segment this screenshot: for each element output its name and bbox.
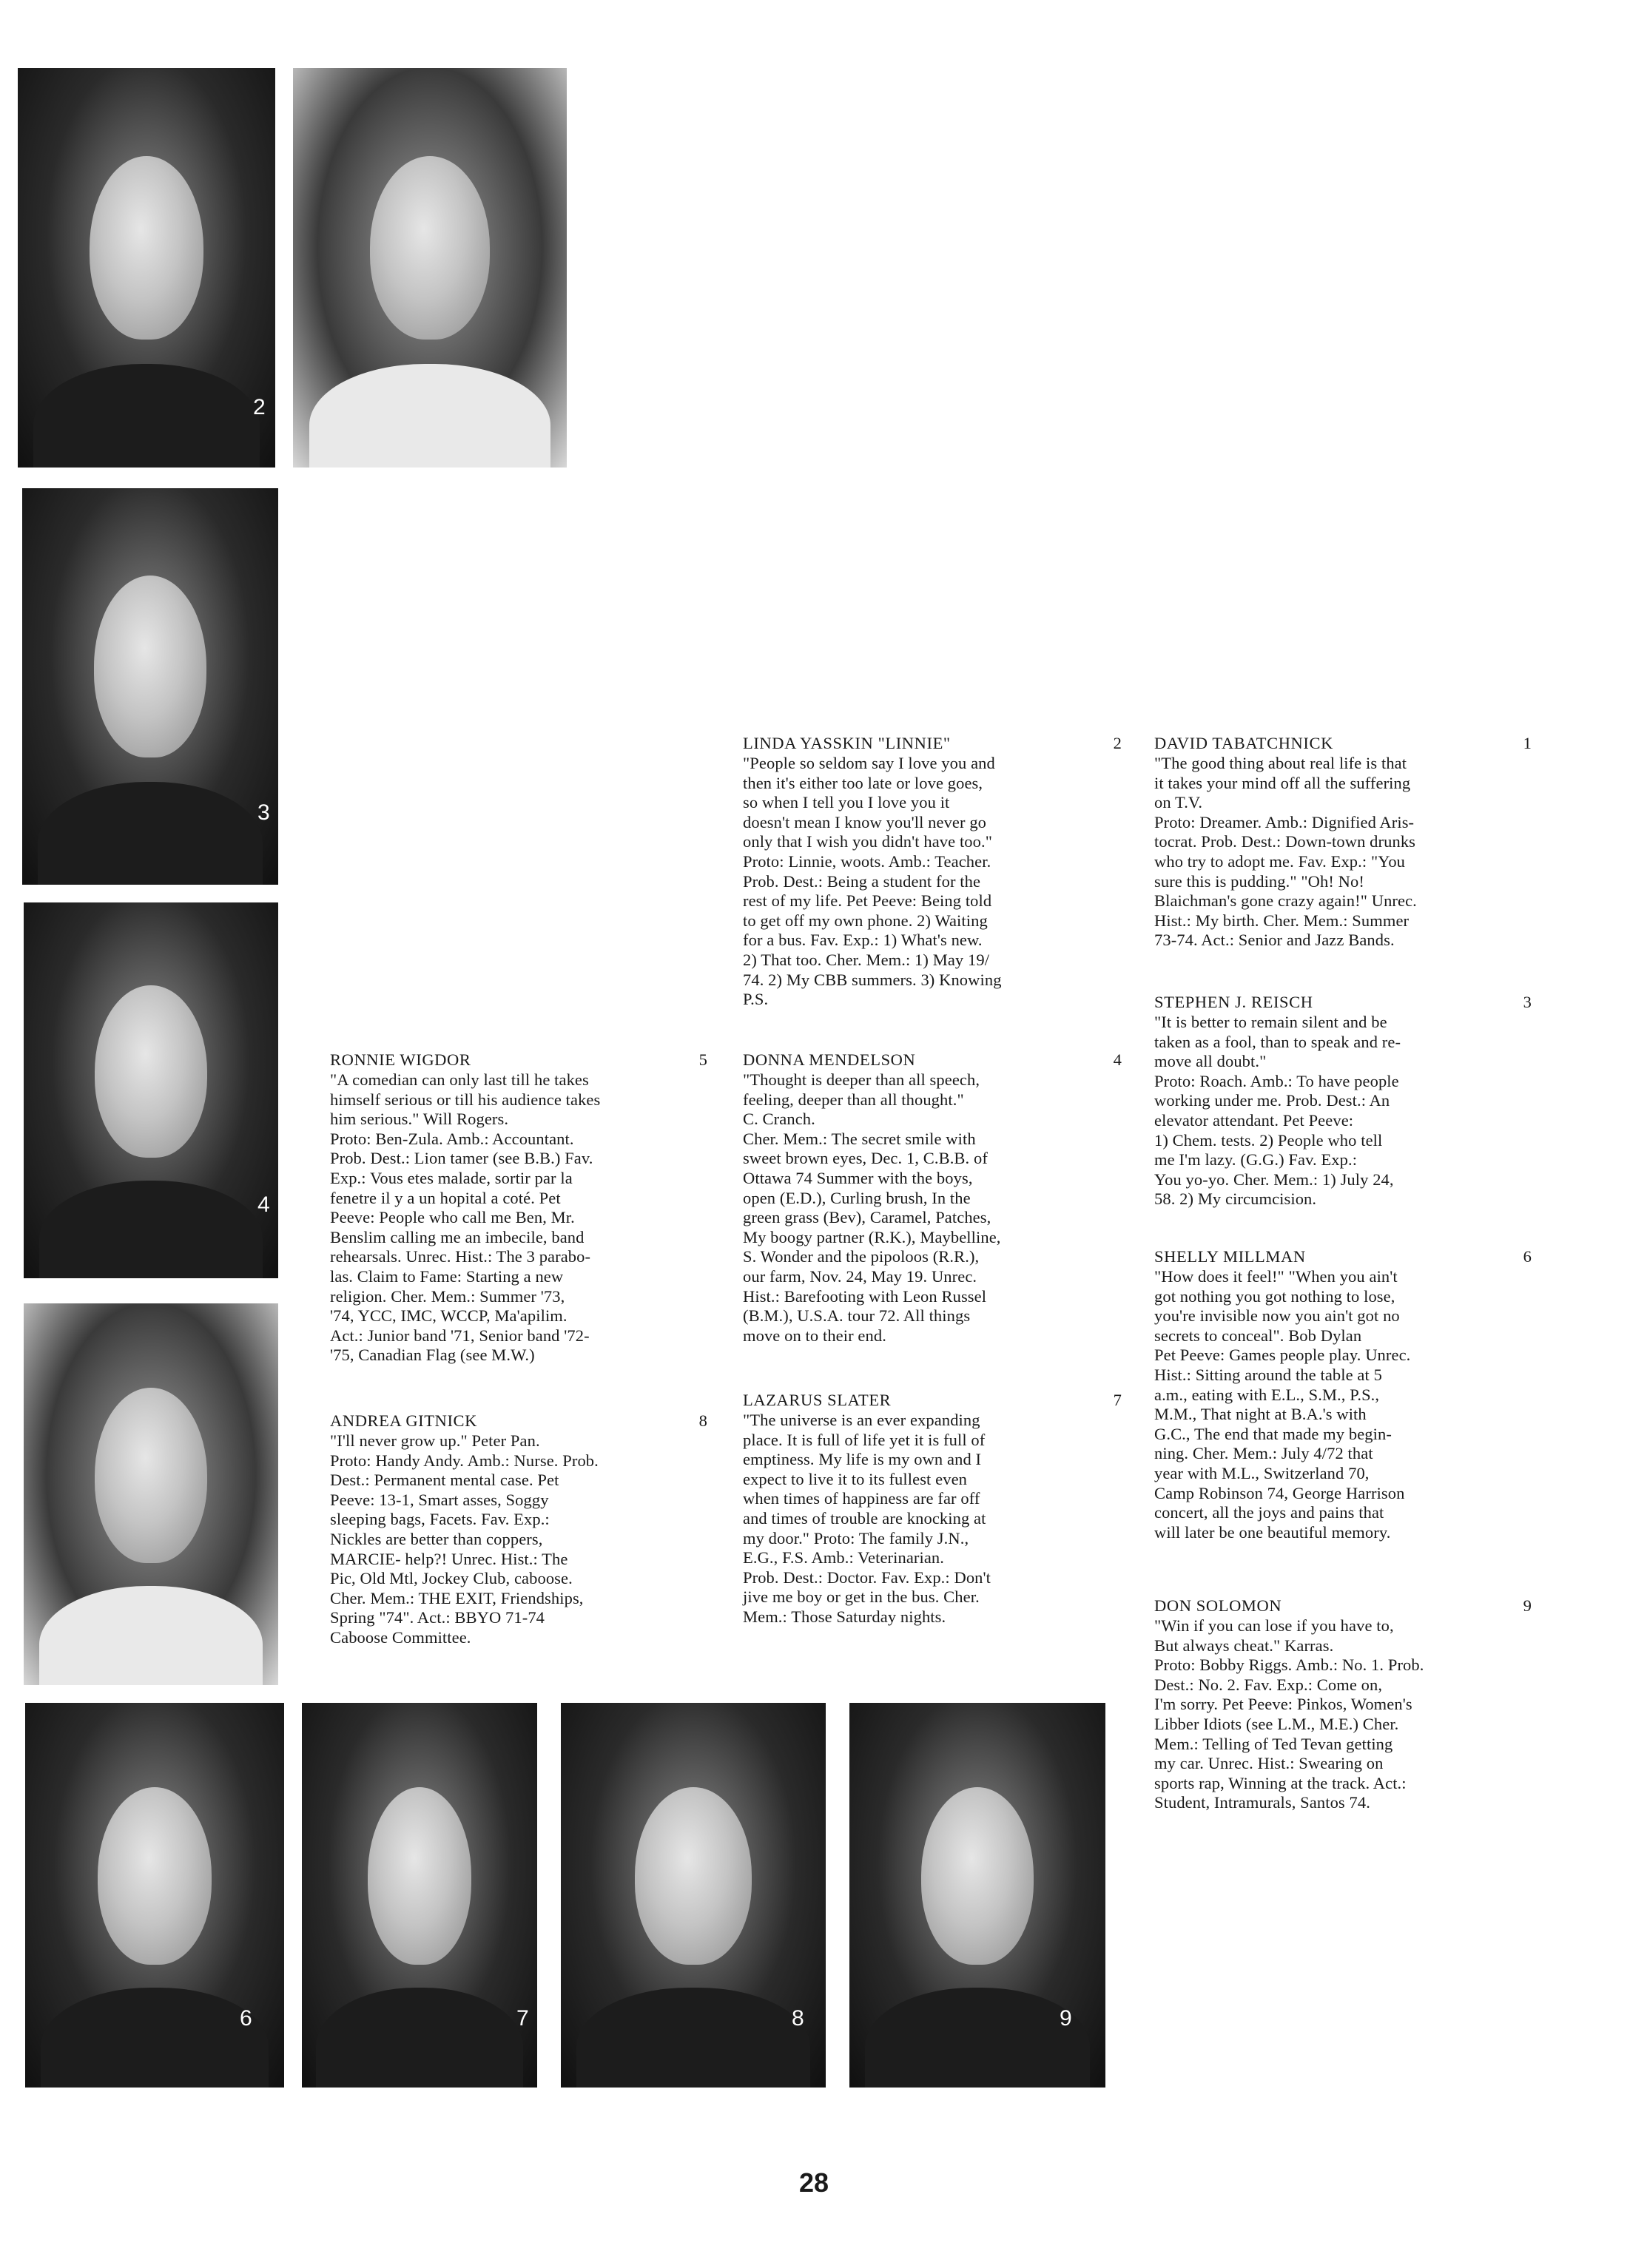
entry-body: "Thought is deeper than all speech, feeling, deeper than all thought." C. Cranch. Cher. Mem.: The secret smile with sweet brown eyes, Dec. 1, C.B.B. of Ottawa 74 Summer with the boys, open (E.D.), Curling brush, In the green grass (Bev), Caramel, Patches, My boogy partner (R.K.), Maybelline, S. Wonder and the pipoloos (R.R.), our farm, Nov. 24, May 19. Unrec. Hist.: Barefooting with Leon Russel (B.M.), U.S.A. tour 72. All things move on to their end. — [743, 1070, 1001, 1345]
portrait-photo-8a — [24, 1303, 278, 1685]
portrait-shoulders — [38, 782, 263, 885]
entry-body: "A comedian can only last till he takes himself serious or till his audience takes him serious." Will Rogers. Proto: Ben-Zula. Amb.: Accountant. Prob. Dest.: Lion tamer (see B.B.) Fav. Exp.: Vous etes malade, sortir par la fenetre il y a un hopital a coté. Pet Peeve: People who call me Ben, Mr. Benslim calling me an imbecile, band rehearsals. Unrec. Hist.: The 3 parabo- las. Claim to Fame: Starting a new religion. Cher. Mem.: Summer '73, '74, YCC, IMC, WCCP, Ma'apilim. Act.: Junior band '71, Senior band '72- '75, Canadian Flag (see M.W.) — [330, 1070, 601, 1365]
entry-name: ANDREA GITNICK — [330, 1411, 478, 1430]
entry-header — [330, 1411, 707, 1431]
entry-name: DONNA MENDELSON — [743, 1050, 916, 1069]
portrait-photo-9 — [849, 1703, 1105, 2088]
photo-number: 2 — [253, 395, 266, 419]
portrait-face — [95, 1388, 206, 1563]
portrait-photo-4 — [24, 902, 278, 1278]
photo-number: 6 — [240, 2006, 252, 2031]
entry-shelly-millman — [1154, 1247, 1532, 1542]
entry-name: LINDA YASSKIN "LINNIE" — [743, 734, 951, 752]
entry-body: "The good thing about real life is that it takes your mind off all the suffering on T.V. Proto: Dreamer. Amb.: Dignified Aris- tocrat. Prob. Dest.: Down-town drunks who try to adopt me. Fav. Exp.: "You sure this is pudding." "Oh! No! Blaichman's gone crazy again!" Unrec. Hist.: My birth. Cher. Mem.: Summer 73-74. Act.: Senior and Jazz Bands. — [1154, 754, 1417, 950]
portrait-shoulders — [576, 1988, 809, 2088]
photo-number: 8 — [792, 2006, 804, 2031]
entry-index: 8 — [698, 1411, 707, 1430]
entry-name: LAZARUS SLATER — [743, 1391, 892, 1409]
entry-body: "I'll never grow up." Peter Pan. Proto: Handy Andy. Amb.: Nurse. Prob. Dest.: Permanent mental case. Pet Peeve: 13-1, Smart asses, Soggy sleeping bags, Facets. Fav. Exp.: Nickles are better than coppers, MARCIE- help?! Unrec. Hist.: The Pic, Old Mtl, Jockey Club, caboose. Cher. Mem.: THE EXIT, Friendships, Spring "74". Act.: BBYO 71-74 Caboose Committee. — [330, 1431, 599, 1647]
entry-body: "It is better to remain silent and be taken as a fool, than to speak and re- move all doubt." Proto: Roach. Amb.: To have people working under me. Prob. Dest.: An elevator attendant. Pet Peeve: 1) Chem. tests. 2) People who tell me I'm lazy. (G.G.) Fav. Exp.: You yo-yo. Cher. Mem.: 1) July 24, 58. 2) My circumcision. — [1154, 1013, 1401, 1209]
portrait-face — [370, 156, 491, 340]
portrait-face — [98, 1787, 212, 1964]
portrait-photo-6 — [25, 1703, 284, 2088]
entry-body: "How does it feel!" "When you ain't got nothing you got nothing to lose, you're invisible now you ain't got no secrets to conceal". Bob Dylan Pet Peeve: Games people play. Unrec. Hist.: Sitting around the table at 5 a.m., eating with E.L., S.M., P.S., M.M., That night at B.A.'s with G.C., The end that made my begin- ning. Cher. Mem.: July 4/72 that year with M.L., Switzerland 70, Camp Robinson 74, George Harrison concert, all the joys and pains that will later be one beautiful memory. — [1154, 1267, 1411, 1542]
portrait-photo-2 — [18, 68, 275, 468]
portrait-face — [368, 1787, 471, 1964]
entry-header — [743, 734, 1122, 754]
portrait-face — [90, 156, 203, 340]
entry-index: 2 — [1113, 734, 1122, 752]
photo-number: 4 — [257, 1192, 270, 1217]
entry-body: "The universe is an ever expanding place. It is full of life yet it is full of emptiness. My life is my own and I expect to live it to its fullest even when times of happiness are far off and times of trouble are knocking at my door." Proto: The family J.N., E.G., F.S. Amb.: Veterinarian. Prob. Dest.: Doctor. Fav. Exp.: Don't jive me boy or get in the bus. Cher. Mem.: Those Saturday nights. — [743, 1411, 991, 1626]
page-number: 28 — [798, 2167, 829, 2198]
portrait-photo-3 — [22, 488, 278, 885]
portrait-photo-1 — [293, 68, 567, 468]
portrait-shoulders — [33, 364, 260, 468]
entry-stephen-reisch — [1154, 993, 1532, 1209]
portrait-shoulders — [309, 364, 550, 468]
portrait-shoulders — [39, 1586, 263, 1685]
entry-index: 6 — [1523, 1247, 1532, 1266]
entry-name: DAVID TABATCHNICK — [1154, 734, 1333, 752]
portrait-shoulders — [316, 1988, 523, 2088]
entry-index: 1 — [1523, 734, 1532, 752]
entry-index: 4 — [1113, 1050, 1122, 1069]
entry-name: DON SOLOMON — [1154, 1596, 1282, 1615]
entry-name: RONNIE WIGDOR — [330, 1050, 471, 1069]
entry-linda-yasskin — [743, 734, 1122, 1010]
entry-index: 9 — [1523, 1596, 1532, 1615]
entry-header — [330, 1050, 707, 1070]
entry-body: "Win if you can lose if you have to, But always cheat." Karras. Proto: Bobby Riggs. Amb.: No. 1. Prob. Dest.: No. 2. Fav. Exp.: Come on, I'm sorry. Pet Peeve: Pinkos, Women's Libber Idiots (see L.M., M.E.) Cher. Mem.: Telling of Ted Tevan getting my car. Unrec. Hist.: Swearing on sports rap, Winning at the track. Act.: Student, Intramurals, Santos 74. — [1154, 1616, 1424, 1812]
portrait-photo-8 — [561, 1703, 826, 2088]
entry-index: 3 — [1523, 993, 1532, 1011]
entry-lazarus-slater — [743, 1391, 1122, 1627]
portrait-face — [635, 1787, 752, 1964]
entry-david-tabatchnick — [1154, 734, 1532, 951]
entry-name: STEPHEN J. REISCH — [1154, 993, 1313, 1011]
entry-andrea-gitnick — [330, 1411, 707, 1648]
entry-name: SHELLY MILLMAN — [1154, 1247, 1306, 1266]
portrait-face — [921, 1787, 1034, 1964]
portrait-photo-7 — [302, 1703, 537, 2088]
portrait-face — [95, 985, 206, 1158]
photo-number: 7 — [516, 2006, 529, 2031]
entry-donna-mendelson — [743, 1050, 1122, 1346]
photo-number: 9 — [1060, 2006, 1072, 2031]
entry-ronnie-wigdor — [330, 1050, 707, 1366]
entry-don-solomon — [1154, 1596, 1532, 1813]
entry-header — [743, 1391, 1122, 1411]
portrait-face — [94, 576, 206, 758]
entry-header — [1154, 1247, 1532, 1267]
entry-body: "People so seldom say I love you and then it's either too late or love goes, so when I tell you I love you it doesn't mean I know you'll never go only that I wish you didn't have too." Proto: Linnie, woots. Amb.: Teacher. Prob. Dest.: Being a student for the rest of my life. Pet Peeve: Being told to get off my own phone. 2) Waiting for a bus. Fav. Exp.: 1) What's new. 2) That too. Cher. Mem.: 1) May 19/ 74. 2) My CBB summers. 3) Knowing P.S. — [743, 754, 1002, 1009]
entry-header — [1154, 734, 1532, 754]
photo-number: 3 — [257, 800, 270, 825]
entry-header — [1154, 993, 1532, 1013]
entry-header — [1154, 1596, 1532, 1616]
portrait-shoulders — [39, 1181, 263, 1278]
portrait-shoulders — [41, 1988, 269, 2088]
entry-index: 5 — [698, 1050, 707, 1069]
entry-index: 7 — [1113, 1391, 1122, 1409]
portrait-shoulders — [865, 1988, 1090, 2088]
entry-header — [743, 1050, 1122, 1070]
